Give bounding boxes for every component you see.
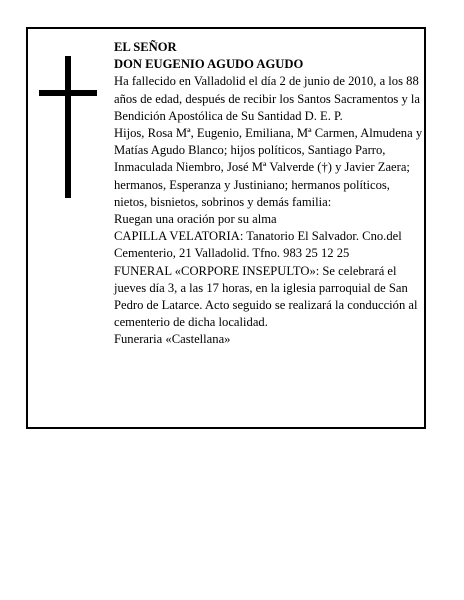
funeral-info: FUNERAL «CORPORE INSEPULTO»: Se celebrará el jueves día 3, a las 17 horas, en la iglesia parroquial de San Pedro de Latarce. Acto seguido se realizará la conducción al cementerio de dicha localidad.	[114, 263, 418, 330]
death-announcement: Ha fallecido en Valladolid el día 2 de junio de 2010, a los 88 años de edad, después de recibir los Santos Sacramentos y la Bendición Apostólica de Su Santidad D. E. P.	[114, 74, 421, 123]
family-list: Hijos, Rosa Mª, Eugenio, Emiliana, Mª Carmen, Almudena y Matías Agudo Blanco; hijos políticos, Santiago Parro, Inmaculada Niembro, José Mª Valverde (†) y Javier Zaera; hermanos, Esperanza y Justiniano; hermanos políticos, nietos, bisnietos, sobrinos y demás familia:	[114, 126, 423, 209]
prayer-request: Ruegan una oración por su alma	[114, 212, 277, 227]
cross-icon	[39, 56, 97, 198]
obituary-notice	[26, 27, 426, 429]
notice-title: EL SEÑOR	[114, 40, 177, 54]
cross-horizontal-bar	[39, 90, 97, 96]
notice-text	[114, 39, 424, 349]
cross-vertical-bar	[65, 56, 71, 198]
deceased-name: DON EUGENIO AGUDO AGUDO	[114, 57, 304, 72]
chapel-info: CAPILLA VELATORIA: Tanatorio El Salvador. Cno.del Cementerio, 21 Valladolid. Tfno. 983 25 12 25	[114, 229, 402, 261]
funeral-home: Funeraria «Castellana»	[114, 332, 231, 347]
